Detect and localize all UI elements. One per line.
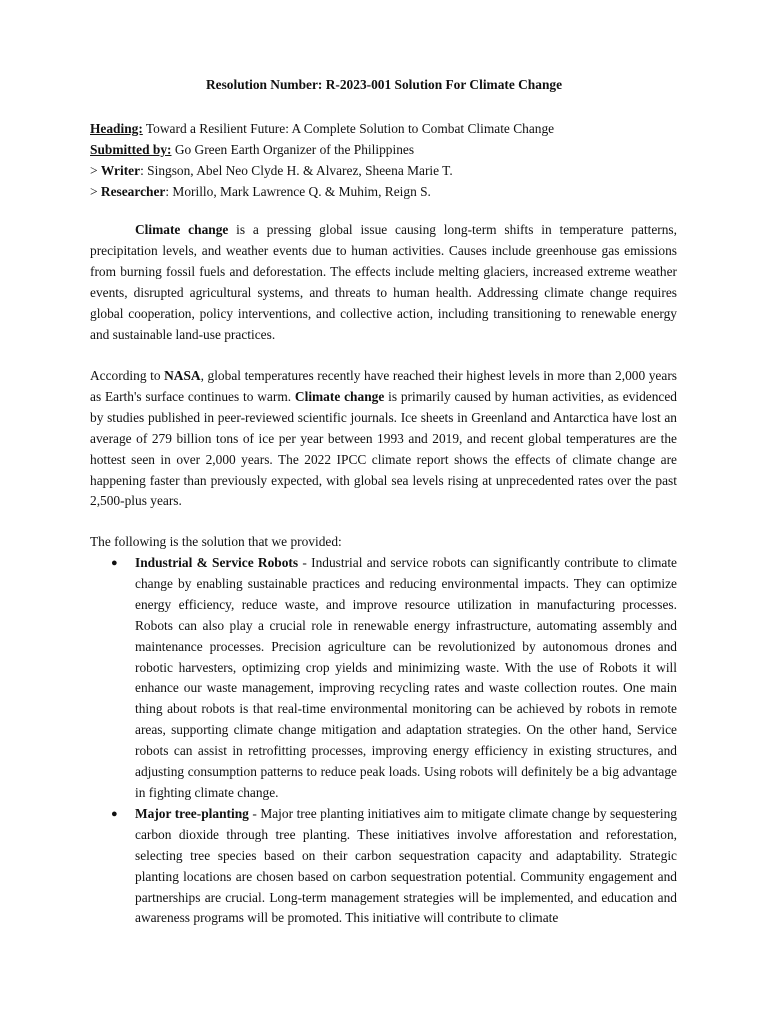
submitted-by-value: Go Green Earth Organizer of the Philippines (171, 142, 415, 157)
document-meta (90, 118, 690, 202)
heading-value: Toward a Resilient Future: A Complete Solution to Combat Climate Change (142, 121, 555, 136)
writer-prefix: > (90, 163, 101, 178)
climate-change-bold: Climate change (294, 388, 385, 404)
nasa-text-1: According to (90, 368, 165, 383)
researcher-line (90, 181, 690, 202)
bullet-icon: ● (111, 807, 118, 820)
solution-text: - Major tree planting initiatives aim to mitigate climate change by sequestering carbon dioxide through tree planting. These initiatives involve afforestation and reforestation, selecting tree species based on their carbon sequestration capacity and adaptability. Strategic planting locations are chosen based on carbon sequestration potential. Community engagement and partnerships are crucial. Long-term management strategies will be implemented, and education and awareness programs will be promoted. This initiative will contribute to climate (135, 805, 677, 926)
solutions-intro: The following is the solution that we provided: (90, 534, 342, 549)
nasa-paragraph (90, 366, 677, 512)
solution-text: - Industrial and service robots can significantly contribute to climate change by enabling sustainable practices and reducing environmental impacts. They can optimize energy efficiency, reduce waste, and improve resource utilization in manufacturing processes. Robots can also play a crucial role in renewable energy infrastructure, automating assembly and maintenance processes. Precision agriculture can be revolutionized by autonomous drones and robotic harvesters, optimizing crop yields and minimizing waste. With the use of Robots it will enhance our waste management, improving recycling rates and waste collection routes. One main thing about robots is that real-time environmental monitoring can be achieved by robots in remote areas, supporting climate change mitigation and adaptation strategies. On the other hand, Service robots can assist in retrofitting processes, improving energy efficiency in existing structures, and adjusting consumption patterns to reduce peak loads. Using robots will definitely be a big advantage in fighting climate change. (135, 555, 677, 800)
document-title: Resolution Number: R-2023-001 Solution For Climate Change (205, 77, 563, 92)
researcher-prefix: > (90, 184, 101, 199)
heading-line (90, 118, 690, 139)
submitted-by-label: Submitted by: (90, 142, 172, 157)
nasa-text-2: , global temperatures recently have reached their highest levels in more than 2,000 years as Earth's surface continues to warm. (90, 368, 677, 404)
writer-label: Writer (100, 163, 141, 178)
bullet-icon: ● (111, 557, 118, 569)
solution-title: Major tree-planting (135, 805, 249, 821)
list-item (111, 804, 677, 929)
researcher-value: : Morillo, Mark Lawrence Q. & Muhim, Reign S. (165, 184, 431, 199)
submitted-by-line (90, 139, 690, 160)
intro-paragraph (90, 220, 677, 345)
intro-text: is a pressing global issue causing long-term shifts in temperature patterns, precipitation levels, and weather events due to human activities. Causes include greenhouse gas emissions from burning fossil fuels and deforestation. The effects include melting glaciers, increased extreme weather events, disrupted agricultural systems, and threats to human health. Addressing climate change requires global cooperation, policy interventions, and collective action, including transitioning to renewable energy and sustainable land-use practices. (90, 222, 677, 342)
researcher-label: Researcher (100, 184, 166, 199)
heading-label: Heading: (90, 121, 143, 136)
solution-title: Industrial & Service Robots (135, 555, 299, 570)
intro-bold-term: Climate change (135, 222, 229, 237)
nasa-text-3: is primarily caused by human activities, as evidenced by studies published in peer-reviewed scientific journals. Ice sheets in Greenland and Antarctica have lost an average of 279 billion tons of ice per year between 1993 and 2019, and recent global temperatures are the hottest seen in over 2,000 years. The 2022 IPCC climate report shows the effects of climate change are happening faster than previously expected, with global sea levels rising at unprecedented rates over the past 2,500-plus years. (90, 388, 677, 509)
writer-value: : Singson, Abel Neo Clyde H. & Alvarez, Sheena Marie T. (140, 163, 453, 178)
solutions-list (111, 553, 677, 929)
writer-line (90, 160, 690, 181)
nasa-bold: NASA (164, 368, 201, 383)
list-item (111, 553, 677, 804)
